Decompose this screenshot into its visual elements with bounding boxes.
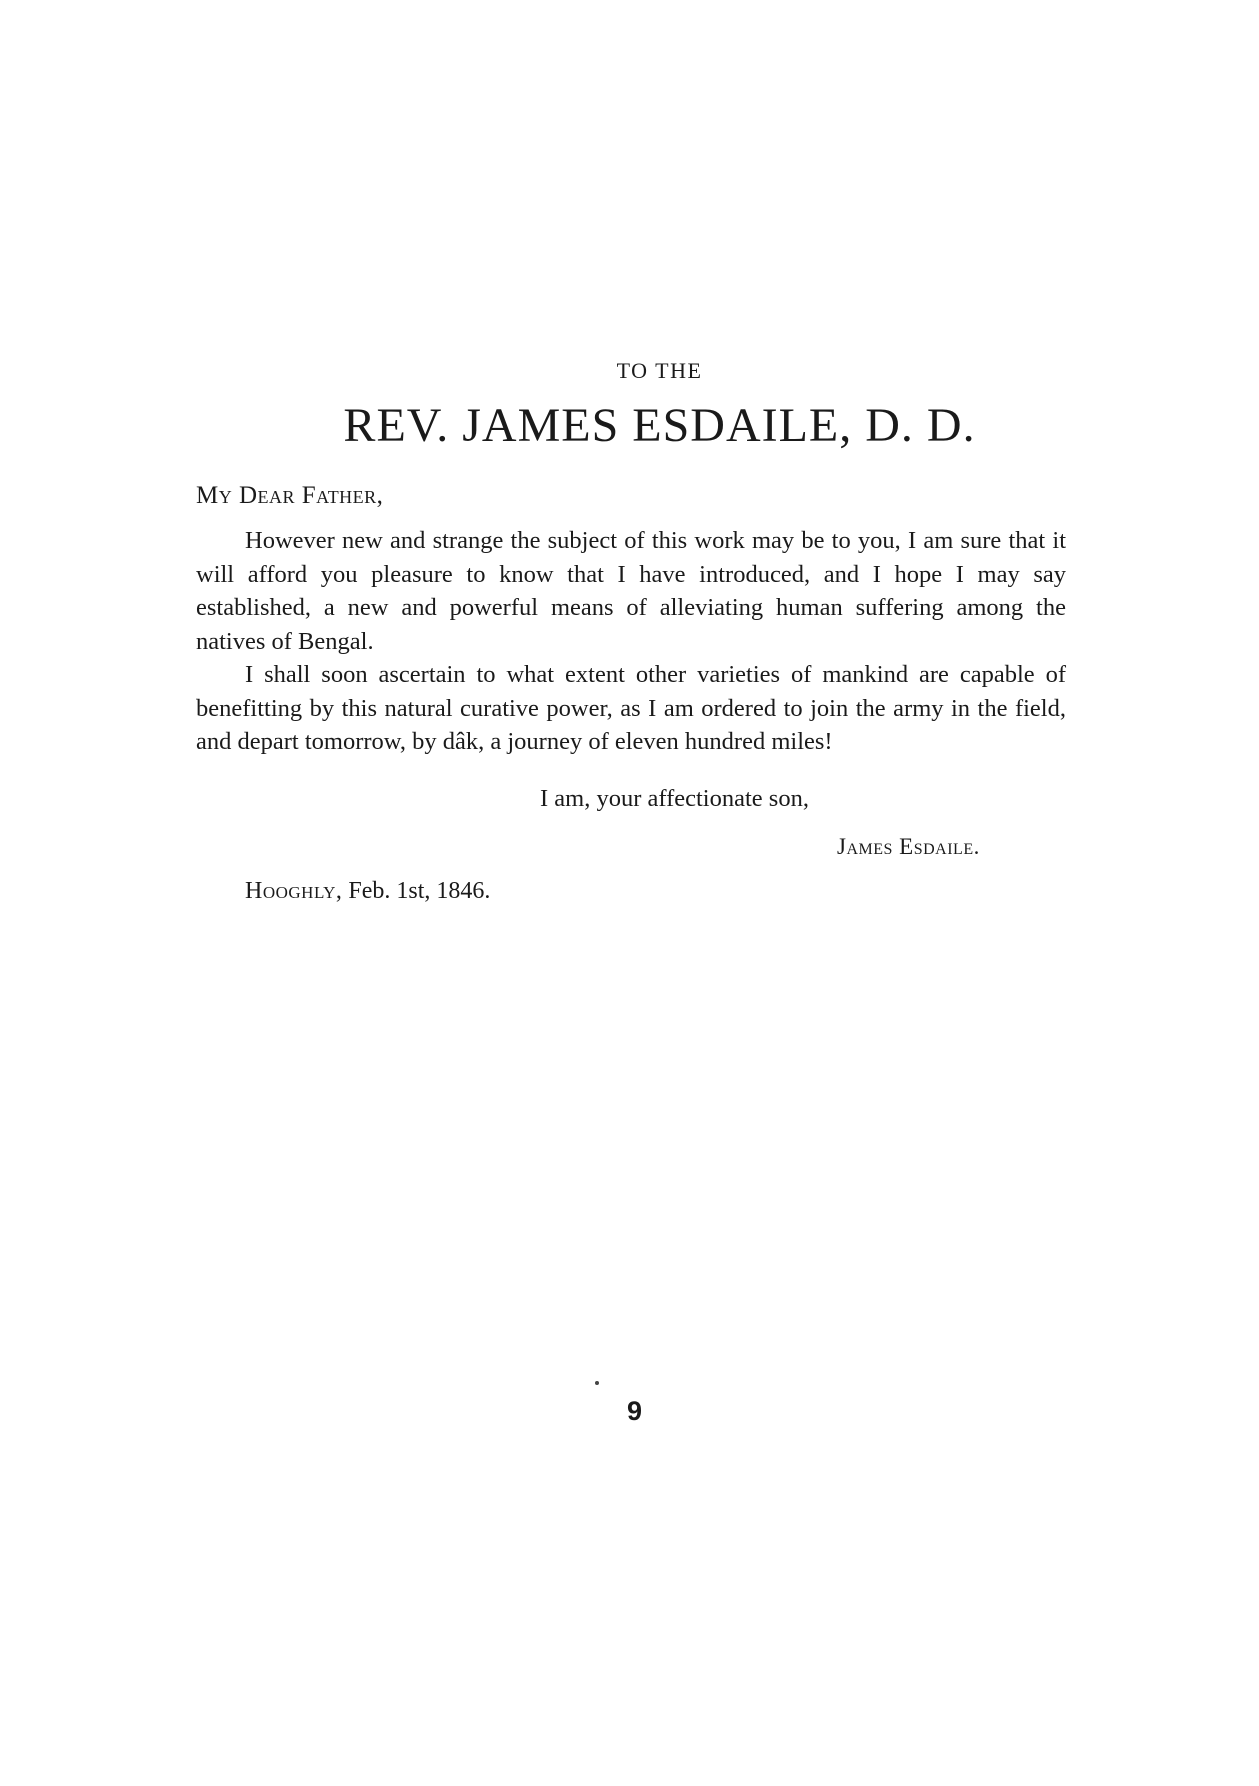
page-number: 9 (626, 1396, 643, 1426)
salutation: My Dear Father, (196, 482, 384, 509)
print-mark-dot (595, 1381, 599, 1385)
letter-paragraph-2: I shall soon ascertain to what extent other varieties of mankind are capable of benefitting by this natural curative power, as I am ordered to join the army in the field, and depart tomorrow, by dâk, a journey of eleven hundred miles! (196, 661, 1066, 755)
to-the-line: TO THE (616, 358, 703, 383)
dedicatee-title: REV. JAMES ESDAILE, D. D. (343, 399, 976, 452)
letter-signature: James Esdaile. (837, 834, 980, 859)
place-and-date (245, 878, 490, 905)
letter-date: Feb. 1st, 1846. (348, 878, 491, 904)
letter-closing: I am, your affectionate son, (540, 785, 809, 812)
place-name: Hooghly, (245, 878, 343, 904)
letter-paragraph-1: However new and strange the subject of this work may be to you, I am sure that it will afford you pleasure to know that I have introduced, and I hope I may say established, a new and powerful means of alleviating human suffering among the natives of Bengal. (196, 527, 1066, 655)
